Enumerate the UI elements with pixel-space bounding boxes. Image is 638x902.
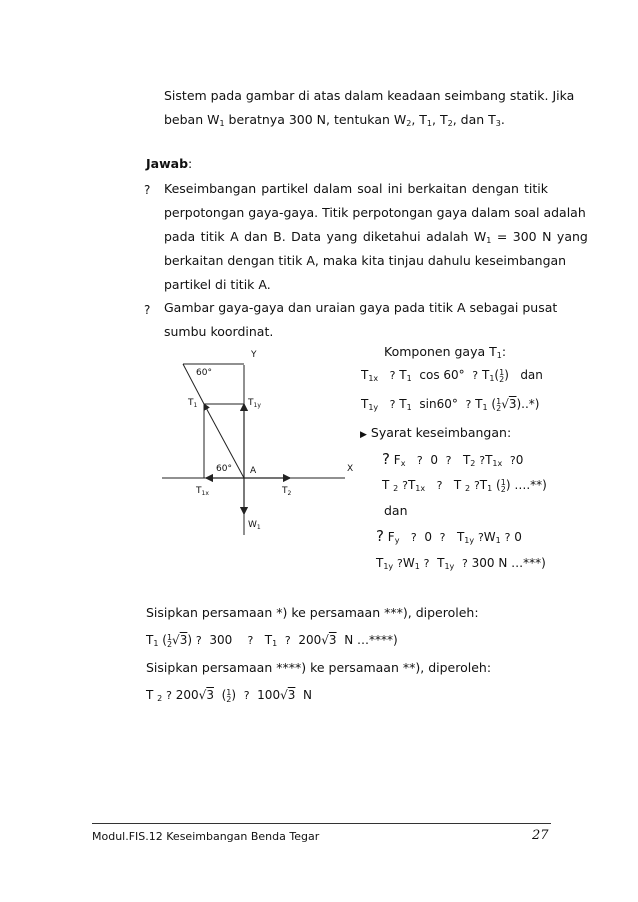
footer-rule bbox=[92, 823, 551, 824]
bullet2-line-1: Gambar gaya-gaya dan uraian gaya pada titik A sebagai pusat bbox=[164, 300, 558, 315]
sum-fx-equation: ? $F_x$ ? 0 ? $T_2$ $?T_{1x}$ ?0 bbox=[382, 450, 524, 468]
substitution-line-2: Sisipkan persamaan ****) ke persamaan **), diperoleh: bbox=[146, 660, 492, 675]
t1y-label: $T_{1y}$ bbox=[248, 398, 261, 409]
point-a-label: A bbox=[250, 466, 257, 476]
bullet-marker-2: ? bbox=[144, 303, 151, 317]
x-axis-label: X bbox=[347, 464, 354, 474]
sum-fy-equation: ? $F_y$ ? 0 ? $T_{1y}$ $?W_1$ ? 0 bbox=[376, 527, 522, 545]
t1x-label: $T_{1x}$ bbox=[196, 486, 209, 497]
bullet1-line-4: berkaitan dengan titik A, maka kita tinjau dahulu keseimbangan bbox=[164, 253, 567, 268]
angle-bottom-label: 60° bbox=[216, 464, 232, 474]
footer-text: Modul.FIS.12 Keseimbangan Benda Tegar bbox=[92, 830, 320, 843]
answer-label: Jawab: bbox=[146, 156, 193, 171]
w1-label: $W_1$ bbox=[248, 520, 261, 531]
t2-label: $T_2$ bbox=[282, 486, 292, 497]
bullet-marker-1: ? bbox=[144, 183, 151, 197]
substitution-line-1: Sisipkan persamaan *) ke persamaan ***), diperoleh: bbox=[146, 605, 479, 620]
t1-result-equation: $T_1$ (1 2√3) ? 300 ? $T_1$ ? 200√3 N …****) bbox=[146, 632, 398, 649]
bullet1-line-3: pada titik A dan B. Data yang diketahui adalah $W_1 = 300$ N yang bbox=[164, 229, 588, 245]
y-axis-label: Y bbox=[251, 350, 257, 360]
t1x-equation: $T_{1x}$ ? $T_1$ cos 60° ? $T_1(1$ 2) dan bbox=[361, 367, 543, 384]
bullet1-line-1: Keseimbangan partikel dalam soal ini berkaitan dengan titik bbox=[164, 181, 548, 196]
components-title: Komponen gaya $T_1$: bbox=[384, 344, 507, 360]
equilibrium-title: ▶ Syarat keseimbangan: bbox=[360, 425, 512, 440]
bullet1-line-5: partikel di titik A. bbox=[164, 277, 271, 292]
t1y-equation: $T_{1y}$ ? $T_1$ sin60° ? $T_1$ (1 2√3)..*) bbox=[361, 396, 540, 413]
bullet1-line-2: perpotongan gaya-gaya. Titik perpotongan gaya dalam soal adalah bbox=[164, 205, 586, 220]
equilibrium-dan: dan bbox=[384, 503, 408, 518]
t1-label: $T_1$ bbox=[188, 398, 198, 409]
t2-result-equation: T $_2$ ? 200√3 (1 2) ? 100√3 N bbox=[146, 687, 312, 704]
t2-relation-equation: T $_2$ $?T_{1x}$ ? T $_2$ $?T_1$ (1 2) ….**) bbox=[382, 477, 547, 494]
intro-line-2: beban $W_1$ beratnya 300 N, tentukan $W_2$, $T_1$, $T_2$, dan $T_3$. bbox=[164, 112, 505, 128]
angle-top-label: 60° bbox=[196, 368, 212, 378]
intro-line-1: Sistem pada gambar di atas dalam keadaan seimbang statik. Jika bbox=[164, 88, 575, 103]
bullet2-line-2: sumbu koordinat. bbox=[164, 324, 274, 339]
t1y-w1-equation: $T_{1y}$ $?W_1$ ? $T_{1y}$ ? 300 N …***) bbox=[376, 556, 546, 571]
page-number: 27 bbox=[532, 828, 549, 843]
